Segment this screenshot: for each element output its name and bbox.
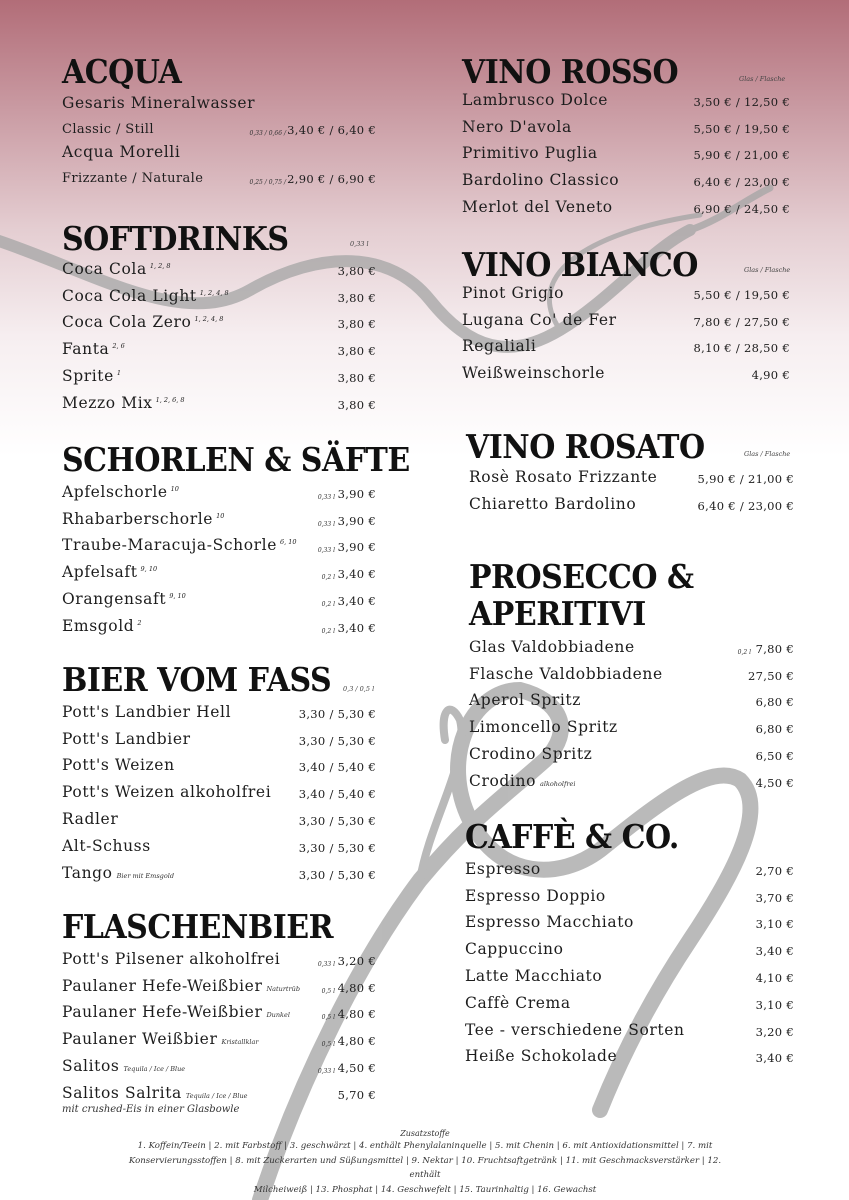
- item-size: 0,2 l: [321, 574, 335, 582]
- item-list: [462, 280, 790, 387]
- item-size: 0,33 l: [317, 1067, 335, 1075]
- item-price: 3,80 €: [337, 397, 376, 412]
- item-list: [465, 856, 794, 1070]
- section-title: FLASCHENBIER: [62, 908, 334, 947]
- item-name: Pinot Grigio: [462, 283, 565, 302]
- menu-item: [62, 93, 376, 117]
- section-title: ACQUA: [62, 53, 182, 92]
- item-size: 0,5 l: [321, 1014, 335, 1022]
- additive-footnote: 1, 2, 6, 8: [155, 395, 185, 404]
- item-price: 7,80 € / 27,50 €: [693, 314, 790, 329]
- item-price: 3,30 / 5,30 €: [298, 867, 376, 882]
- item-name: Aperol Spritz: [469, 691, 582, 710]
- menu-item: [62, 533, 376, 560]
- menu-item: [462, 307, 790, 334]
- section-softdrinks: [62, 222, 376, 417]
- item-price: 3,80 €: [337, 263, 376, 278]
- item-price: 3,30 / 5,30 €: [298, 840, 376, 855]
- menu-item: [62, 586, 376, 613]
- item-name: Paulaner Weißbier Kristallklar: [62, 1030, 259, 1049]
- section-flaschenbier: [62, 908, 376, 1115]
- menu-item: [62, 779, 376, 806]
- item-name: Pott's Landbier Hell: [62, 702, 232, 721]
- item-name: Gesaris Mineralwasser: [62, 94, 256, 112]
- item-name: Regaliali: [462, 337, 537, 356]
- section-vino-rosso: [462, 55, 790, 221]
- section-prosecco: [469, 560, 794, 795]
- item-price: 3,20 €: [337, 953, 376, 968]
- item-name: Paulaner Hefe-Weißbier Dunkel: [62, 1003, 290, 1022]
- item-list: [62, 699, 376, 887]
- section-vino-bianco: [462, 248, 790, 387]
- footer-line: Milcheiweiß | 13. Phosphat | 14. Geschwefelt | 15. Taurinhaltig | 16. Gewachst: [253, 1184, 597, 1195]
- menu-item: [62, 559, 376, 586]
- menu-item: [62, 1026, 376, 1053]
- item-list: [62, 93, 376, 191]
- item-name: Coca Cola Light $^{1, 2, 4, 8}$: [62, 286, 229, 305]
- item-name: Cappuccino: [465, 940, 564, 959]
- item-name: Mezzo Mix $^{1, 2, 6, 8}$: [62, 393, 185, 412]
- additive-footnote: 1, 2, 4, 8: [199, 288, 229, 297]
- item-price: 4,80 €: [337, 1007, 376, 1022]
- item-price: 7,80 €: [755, 641, 794, 656]
- menu-item: [62, 946, 376, 973]
- menu-item: [62, 1080, 376, 1115]
- menu-item: [62, 699, 376, 726]
- item-name: Crodino Spritz: [469, 744, 593, 763]
- footer-title: Zusatzstoffe: [400, 1129, 450, 1138]
- additive-footnote: 1, 2, 4, 8: [194, 315, 224, 324]
- item-name: Radler: [62, 809, 119, 828]
- item-list: [469, 634, 794, 795]
- menu-item: [62, 256, 376, 283]
- item-list: [62, 479, 376, 640]
- item-price: 4,50 €: [755, 775, 794, 790]
- section-title: VINO ROSATO: [466, 428, 705, 467]
- item-name: Traube-Maracuja-Schorle $^{6, 10}$: [62, 536, 297, 555]
- menu-item: [465, 883, 794, 910]
- item-name: Fanta $^{2, 6}$: [62, 340, 125, 359]
- menu-item: [469, 714, 794, 741]
- item-name: Alt-Schuss: [62, 836, 151, 855]
- item-size: 0,5 l: [321, 987, 335, 995]
- item-size: 0,2 l: [737, 648, 751, 656]
- item-name: Coca Cola $^{1, 2, 8}$: [62, 259, 171, 278]
- item-note: Kristallklar: [221, 1038, 259, 1047]
- menu-item: [465, 963, 794, 990]
- item-name: Frizzante / Naturale: [62, 171, 204, 186]
- section-title-line1: PROSECCO &: [469, 558, 694, 597]
- menu-item: [62, 506, 376, 533]
- item-name: Acqua Morelli: [62, 143, 181, 161]
- footer-line: Konservierungsstoffen | 8. mit Zuckerarten und Süßungsmittel | 9. Nektar | 10. Fruchtsaftgetränk | 11. mit Geschmacksverstärker | 12. enthält: [128, 1155, 722, 1180]
- item-size: 0,33 l: [317, 547, 335, 555]
- item-price: 3,30 / 5,30 €: [298, 706, 376, 721]
- item-name: Classic / Still: [62, 122, 154, 137]
- column-header: Glas / Flasche: [744, 266, 791, 274]
- item-name: Tee - verschiedene Sorten: [465, 1020, 685, 1039]
- item-name: Pott's Weizen: [62, 756, 175, 775]
- item-list: [62, 946, 376, 1115]
- section-title: VINO BIANCO: [462, 246, 698, 285]
- item-name: Latte Macchiato: [465, 966, 603, 985]
- item-name: Crodino alkoholfrei: [469, 771, 576, 790]
- menu-item: [62, 390, 376, 417]
- menu-item: [62, 973, 376, 1000]
- menu-item: [465, 936, 794, 963]
- item-price: 5,90 € / 21,00 €: [697, 471, 794, 486]
- menu-item: [469, 491, 794, 518]
- item-name: Apfelsaft $^{9, 10}$: [62, 563, 158, 582]
- item-price: 3,40 €: [755, 944, 794, 959]
- menu-item: [62, 117, 376, 142]
- item-name: Coca Cola Zero $^{1, 2, 4, 8}$: [62, 313, 224, 332]
- menu-item: [62, 613, 376, 640]
- menu-item: [62, 310, 376, 337]
- item-list: [462, 87, 790, 221]
- menu-item: [62, 336, 376, 363]
- additive-footnote: 9, 10: [169, 591, 186, 600]
- item-price: 6,80 €: [755, 722, 794, 737]
- item-note: Dunkel: [266, 1011, 290, 1020]
- menu-item: [462, 87, 790, 114]
- item-price: 6,40 € / 23,00 €: [693, 175, 790, 190]
- additive-footnote: 6, 10: [279, 538, 297, 547]
- item-size: 0,33 l: [317, 493, 335, 501]
- item-note: Bier mit Emsgold: [116, 871, 174, 880]
- menu-item: [465, 990, 794, 1017]
- additive-footnote: 1, 2, 8: [149, 261, 171, 270]
- section-title: BIER VOM FASS: [62, 661, 332, 700]
- menu-item: [465, 1017, 794, 1044]
- additive-footnote: 10: [216, 511, 225, 520]
- item-name: Rhabarberschorle $^{10}$: [62, 509, 225, 528]
- additives-footer: [115, 1128, 735, 1197]
- item-name: Rosè Rosato Frizzante: [469, 467, 658, 486]
- item-price: 27,50 €: [748, 668, 794, 683]
- item-price: 6,90 € / 24,50 €: [693, 201, 790, 216]
- item-price: 2,70 €: [755, 863, 794, 878]
- menu-item: [462, 114, 790, 141]
- item-name: Nero D'avola: [462, 117, 572, 136]
- item-price: 3,50 € / 12,50 €: [693, 94, 790, 109]
- section-acqua: [62, 55, 376, 191]
- item-size: 0,2 l: [321, 627, 335, 635]
- item-note: Tequila / Ice / Blue: [123, 1064, 186, 1073]
- item-price: 5,50 € / 19,50 €: [693, 287, 790, 302]
- item-name: Paulaner Hefe-Weißbier Naturtrüb: [62, 976, 300, 995]
- section-title-line2: APERITIVI: [469, 595, 646, 634]
- item-price: 3,30 / 5,30 €: [298, 733, 376, 748]
- item-price: 3,20 €: [755, 1024, 794, 1039]
- menu-item: [62, 363, 376, 390]
- additive-footnote: 9, 10: [140, 565, 158, 574]
- menu-item: [62, 806, 376, 833]
- item-name: Glas Valdobbiadene: [469, 637, 635, 656]
- menu-item: [62, 860, 376, 887]
- item-name: Emsgold $^2$: [62, 616, 142, 635]
- column-header: Glas / Flasche: [739, 75, 786, 83]
- menu-item: [465, 910, 794, 937]
- item-name: Apfelschorle $^{10}$: [62, 482, 179, 501]
- section-schorlen: [62, 441, 410, 640]
- item-name: Pott's Weizen alkoholfrei: [62, 783, 272, 802]
- menu-item: [62, 142, 376, 166]
- item-price: 3,40 €: [755, 1051, 794, 1066]
- item-price: 3,80 €: [337, 370, 376, 385]
- menu-item: [462, 194, 790, 221]
- item-name: Bardolino Classico: [462, 171, 620, 190]
- section-title: [469, 560, 794, 633]
- section-title: SOFTDRINKS: [62, 220, 289, 259]
- section-caffe: [465, 820, 794, 1070]
- menu-item: [462, 167, 790, 194]
- section-bier: [62, 663, 376, 887]
- item-price: 3,40 €: [337, 620, 376, 635]
- item-name: Salitos Tequila / Ice / Blue: [62, 1056, 186, 1075]
- item-price: 3,90 €: [337, 486, 376, 501]
- item-name: Lambrusco Dolce: [462, 90, 609, 109]
- menu-item: [62, 726, 376, 753]
- menu-item: [469, 688, 794, 715]
- item-price: 3,40 / 5,40 €: [298, 787, 376, 802]
- item-size: 0,33 / 0,66 /: [249, 130, 286, 137]
- item-subnote: mit crushed-Eis in einer Glasbowle: [62, 1103, 240, 1115]
- item-note: Tequila / Ice / Blue: [185, 1091, 248, 1100]
- item-price: 3,40 €: [337, 567, 376, 582]
- menu-item: [469, 661, 794, 688]
- item-name: Chiaretto Bardolino: [469, 494, 637, 513]
- menu-item: [62, 166, 376, 191]
- item-name: Tango Bier mit Emsgold: [62, 863, 174, 882]
- item-price: 4,50 €: [337, 1060, 376, 1075]
- column-header: 0,3 / 0,5 l: [343, 685, 375, 693]
- menu-item: [469, 768, 794, 795]
- footer-line: 1. Koffein/Teein | 2. mit Farbstoff | 3. geschwärzt | 4. enthält Phenylalaninquelle | 5. mit Chenin | 6. mit Antioxidationsmittel | 7. mit: [137, 1141, 713, 1151]
- item-price: 4,90 €: [751, 368, 790, 383]
- item-price: 8,10 € / 28,50 €: [693, 341, 790, 356]
- menu-item: [469, 634, 794, 661]
- item-price: 3,70 €: [755, 890, 794, 905]
- item-list: [466, 464, 794, 518]
- item-name: Sprite $^1$: [62, 366, 122, 385]
- menu-item: [465, 856, 794, 883]
- menu-item: [62, 753, 376, 780]
- section-title: SCHORLEN & SÄFTE: [62, 441, 410, 480]
- column-header: Glas / Flasche: [744, 450, 791, 458]
- item-price: 6,80 €: [755, 695, 794, 710]
- item-size: 0,33 l: [317, 960, 335, 968]
- item-price: 3,10 €: [755, 997, 794, 1012]
- item-size: 0,25 / 0,75 /: [249, 179, 286, 186]
- item-name: Espresso Doppio: [465, 886, 606, 905]
- menu-item: [465, 1044, 794, 1071]
- item-price: 3,90 €: [337, 540, 376, 555]
- item-price: 3,30 / 5,30 €: [298, 813, 376, 828]
- menu-item: [462, 360, 790, 387]
- menu-item: [62, 1000, 376, 1027]
- additive-footnote: 2: [137, 618, 142, 627]
- item-note: alkoholfrei: [540, 779, 576, 788]
- item-name: Orangensaft $^{9, 10}$: [62, 589, 186, 608]
- item-price: 5,50 € / 19,50 €: [693, 121, 790, 136]
- item-name: Heiße Schokolade: [465, 1047, 618, 1066]
- item-price: 3,10 €: [755, 917, 794, 932]
- item-price: 3,40 / 5,40 €: [298, 760, 376, 775]
- item-size: 0,5 l: [321, 1041, 335, 1049]
- item-name: Flasche Valdobbiadene: [469, 664, 663, 683]
- item-price: 3,80 €: [337, 317, 376, 332]
- item-size: 0,33 l: [317, 520, 335, 528]
- section-title: VINO ROSSO: [462, 53, 679, 92]
- item-name: Salitos Salrita Tequila / Ice / Blue: [62, 1083, 248, 1102]
- item-price: 3,40 €: [337, 593, 376, 608]
- item-name: Espresso: [465, 859, 541, 878]
- item-list: [62, 256, 376, 417]
- item-name: Pott's Landbier: [62, 729, 191, 748]
- item-price: 4,80 €: [337, 980, 376, 995]
- additive-footnote: 10: [170, 484, 179, 493]
- menu-item: [462, 334, 790, 361]
- menu-item: [62, 479, 376, 506]
- item-price: 2,90 € / 6,90 €: [287, 172, 376, 186]
- item-name: Merlot del Veneto: [462, 197, 613, 216]
- item-price: 3,80 €: [337, 344, 376, 359]
- menu-item: [62, 283, 376, 310]
- column-header: 0,33 l: [350, 240, 369, 248]
- menu-item: [62, 833, 376, 860]
- item-price: 3,90 €: [337, 513, 376, 528]
- item-price: 5,90 € / 21,00 €: [693, 148, 790, 163]
- item-note: Naturtrüb: [266, 984, 300, 993]
- section-vino-rosato: [466, 430, 794, 518]
- item-price: 3,80 €: [337, 290, 376, 305]
- item-name: Pott's Pilsener alkoholfrei: [62, 949, 281, 968]
- menu-item: [462, 280, 790, 307]
- item-name: Limoncello Spritz: [469, 718, 618, 737]
- item-name: Espresso Macchiato: [465, 913, 634, 932]
- item-name: Lugana Co' de Fer: [462, 310, 617, 329]
- item-name: Weißweinschorle: [462, 364, 606, 383]
- menu-item: [462, 141, 790, 168]
- item-name: Caffè Crema: [465, 993, 571, 1012]
- item-price: 5,70 €: [337, 1087, 376, 1102]
- item-price: 4,80 €: [337, 1034, 376, 1049]
- item-name: Primitivo Puglia: [462, 144, 598, 163]
- menu-item: [469, 464, 794, 491]
- section-title: CAFFÈ & CO.: [465, 818, 679, 857]
- item-price: 6,50 €: [755, 748, 794, 763]
- menu-item: [469, 741, 794, 768]
- item-size: 0,2 l: [321, 600, 335, 608]
- additive-footnote: 1: [116, 368, 122, 377]
- item-price: 3,40 € / 6,40 €: [287, 123, 376, 137]
- item-price: 4,10 €: [755, 970, 794, 985]
- item-price: 6,40 € / 23,00 €: [697, 498, 794, 513]
- additive-footnote: 2, 6: [112, 342, 125, 351]
- menu-item: [62, 1053, 376, 1080]
